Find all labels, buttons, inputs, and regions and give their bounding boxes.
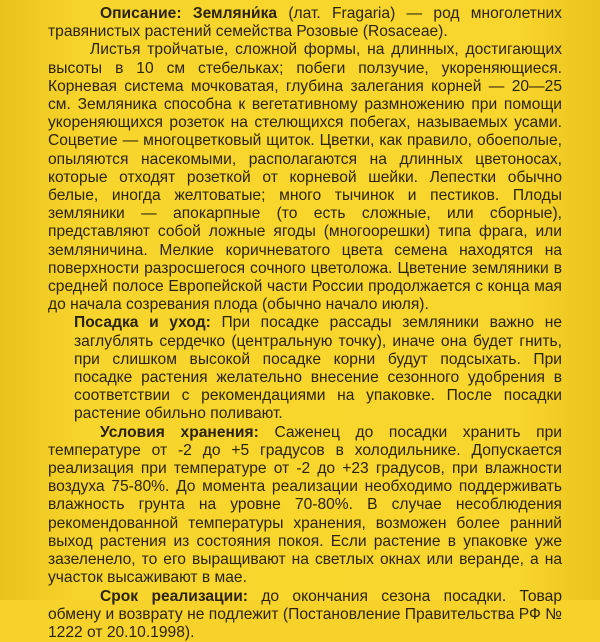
shelf-life-text: до окончания сезона посадки. Товар обмену и возврату не подлежит (Постановление Правительства РФ № 1222 от 20.10.1998). <box>48 588 562 641</box>
product-description-document <box>48 5 562 642</box>
storage-heading: Условия хранения: <box>100 424 259 441</box>
shelf-life-heading: Срок реализации: <box>100 588 248 605</box>
planting-heading: Посадка и уход: <box>74 314 211 331</box>
description-text: (лат. Fragaria) — род многолетних травянистых растений семейства Розовые (Rosaceae). <box>48 5 562 40</box>
planting-text: При посадке рассады земляники важно не заглублять сердечко (центральную точку), иначе она будет гнить, при слишком высокой посадке корни будут подсыхать. При посадке растения желательно внесение сезонного удобрения в соответствии с рекомендациями на упаковке. После посадки растение обильно поливают. <box>74 314 562 422</box>
storage-paragraph <box>48 424 562 588</box>
description-heading: Описание: Земляни́ка <box>100 5 277 22</box>
planting-paragraph <box>48 314 562 423</box>
shelf-life-paragraph <box>48 588 562 642</box>
storage-text: Саженец до посадки хранить при температуре от -2 до +5 градусов в холодильнике. Допускается реализация при температуре от -2 до +23 градусов, при влажности воздуха 75-80%. До момента реализации необходимо поддерживать влажность грунта на уровне 70-80%. В случае несоблюдения рекомендованной температуры хранения, возможен более ранний выход растения из состояния покоя. Если растение в упаковке уже зазеленело, то его выращивают на светлых окнах или веранде, а на участок высаживают в мае. <box>48 424 562 587</box>
description-paragraph <box>48 5 562 41</box>
description-details: Листья тройчатые, сложной формы, на длинных, достигающих высоты в 10 см стебельках; побеги ползучие, укореняющиеся. Корневая система мочковатая, глубина залегания корней — 20—25 см. Земляника способна к вегетативному размножению при помощи укореняющихся розеток на стелющихся побегах, называемых усами. Соцветие — многоцветковый щиток. Цветки, как правило, обоеполые, опыляются насекомыми, располагаются на длинных цветоносах, которые отходят розеткой от корневой шейки. Лепестки обычно белые, иногда желтоватые; много тычинок и пестиков. Плоды земляники — апокарпные (то есть сложные, или сборные), представляют собой ложные ягоды (многоорешки) типа фрага, или земляничина. Мелкие коричневатого цвета семена находятся на поверхности разросшегося сочного цветоложа. Цветение земляники в средней полосе Европейской части России продолжается с конца мая до начала созревания плода (обычно начало июля). <box>48 41 562 314</box>
